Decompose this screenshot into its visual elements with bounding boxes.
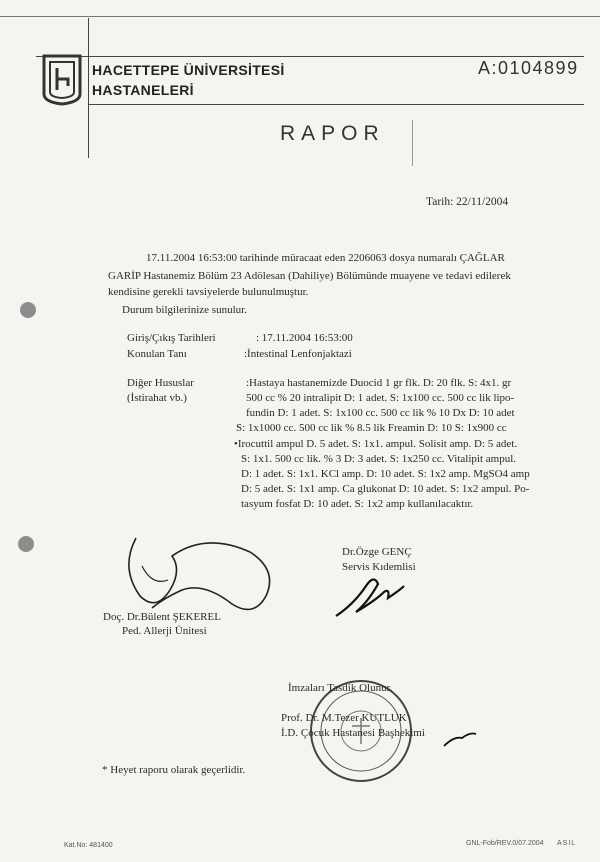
punch-hole [20,302,36,318]
document-title: RAPOR [280,122,385,145]
header-rule-top [36,56,584,57]
signer-left-title: Ped. Allerji Ünitesi [122,625,207,637]
approval-caption: İmzaları Tasdik Olunur. [288,682,393,694]
field-label-diagnosis: Konulan Tanı [127,348,187,360]
approval-title: İ.D. Çocuk Hastanesi Başhekimi [281,727,425,739]
treatment-line: tasyum fosfat D: 10 adet. S: 1x2 amp kullanılacaktır. [241,498,474,510]
serial-number: A:0104899 [478,58,579,78]
hospital-name-line2: HASTANELERİ [92,82,194,98]
hospital-logo-icon [40,52,84,106]
top-edge [0,16,600,17]
approval-name: Prof. Dr. M.Tezer KUTLUK [281,712,407,724]
treatment-line: fundin D: 1 adet. S: 1x100 cc. 500 cc lik % 10 Dx D: 10 adet [246,407,515,419]
treatment-line: 500 cc % 20 intralipit D: 1 adet. S: 1x100 cc. 500 cc lik lipo- [246,392,515,404]
field-value-diagnosis: :İntestinal Lenfonjaktazi [244,348,352,360]
header-rule-bottom [88,104,584,105]
field-value-dates: : 17.11.2004 16:53:00 [256,332,353,344]
form-code-right: GNL-Fob/REV.0/07.2004 [466,840,544,847]
treatment-line: S: 1x1. 500 cc lik. % 3 D: 3 adet. S: 1x250 cc. Vitalipit ampul. [241,453,517,465]
form-copy-label: ASIL [557,840,577,847]
signer-left-name: Doç. Dr.Bülent ŞEKEREL [103,611,221,623]
treatment-line: D: 1 adet. S: 1x1. KCl amp. D: 10 adet. S: 1x2 amp. MgSO4 amp [241,468,530,480]
intro-line-2: GARİP Hastanemiz Bölüm 23 Adölesan (Dahiliye) Bölümünde muayene ve tedavi edilerek [108,270,511,282]
footnote: * Heyet raporu olarak geçerlidir. [102,764,246,776]
intro-line-1: 17.11.2004 16:53:00 tarihinde müracaat eden 2206063 dosya numaralı ÇAĞLAR [146,252,505,264]
signer-right-name: Dr.Özge GENÇ [342,546,412,558]
signer-right-title: Servis Kıdemlisi [342,561,416,573]
punch-hole [18,536,34,552]
hospital-name-line1: HACETTEPE ÜNİVERSİTESİ [92,62,285,78]
field-label-other: Diğer Hususlar [127,377,194,389]
treatment-line: :Hastaya hastanemizde Duocid 1 gr flk. D: 20 flk. S: 4x1. gr [246,377,512,389]
treatment-line: •Irocuttil ampul D. 5 adet. S: 1x1. ampul. Solisit amp. D: 5 adet. [234,438,518,450]
field-label-rest: (İstirahat vb.) [127,392,187,404]
treatment-line: S: 1x1000 cc. 500 cc lik % 8.5 lik Freamin D: 10 S: 1x900 cc [236,422,507,434]
report-date: Tarih: 22/11/2004 [426,196,509,208]
header-divider-vertical [88,18,89,158]
intro-line-3: kendisine gerekli tavsiyelerde bulunulmuştur. [108,286,309,298]
field-label-dates: Giriş/Çıkış Tarihleri [127,332,216,344]
treatment-line: D: 5 adet. S: 1x1 amp. Ca glukonat D: 10 adet. S: 1x2 ampul. Po- [241,483,530,495]
initials-mark-icon [440,728,480,750]
signature-right-icon [330,570,410,622]
form-code-left: Kat.No: 481400 [64,842,113,849]
intro-line-4: Durum bilgilerinize sunulur. [122,304,247,316]
crease-mark [412,120,413,166]
